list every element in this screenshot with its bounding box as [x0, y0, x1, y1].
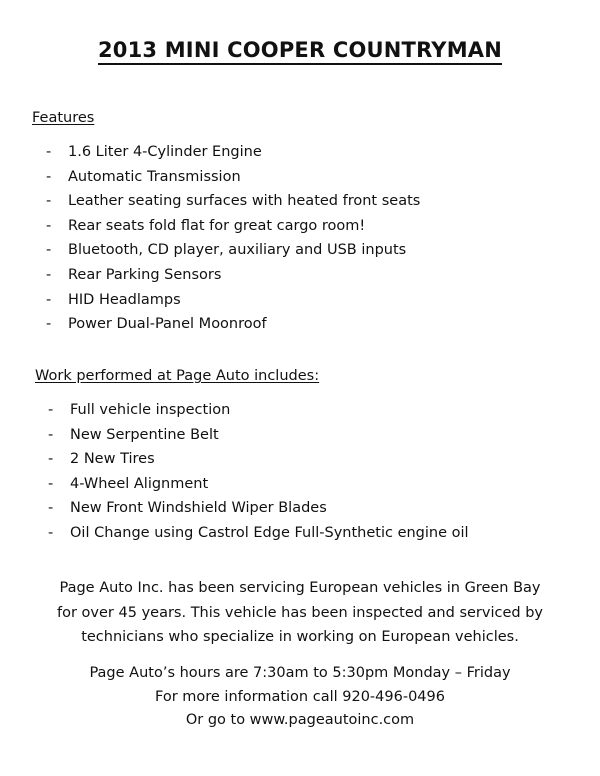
- bullet-dash: -: [48, 475, 54, 492]
- about-paragraph: [30, 576, 570, 650]
- bullet-dash: -: [48, 402, 54, 418]
- list-item: [46, 165, 420, 190]
- features-list: [46, 140, 421, 337]
- list-item-text: Rear seats fold flat for great cargo room!: [68, 217, 366, 234]
- features-heading: Features: [32, 110, 95, 126]
- list-item-text: Automatic Transmission: [68, 168, 241, 185]
- bullet-dash: -: [46, 144, 52, 160]
- bullet-dash: -: [46, 242, 52, 259]
- list-item: [46, 238, 420, 263]
- list-item-text: HID Headlamps: [68, 291, 181, 308]
- list-item-text: 4-Wheel Alignment: [70, 475, 209, 492]
- list-item-text: 2 New Tires: [70, 451, 155, 468]
- bullet-dash: -: [46, 266, 52, 283]
- list-item: [46, 288, 420, 313]
- list-item-text: Bluetooth, CD player, auxiliary and USB inputs: [68, 242, 407, 259]
- contact-block: [30, 662, 570, 733]
- list-item-text: Full vehicle inspection: [70, 402, 231, 418]
- page-title: [0, 38, 600, 62]
- work-performed-heading: Work performed at Page Auto includes:: [35, 368, 320, 384]
- bullet-dash: -: [46, 217, 52, 234]
- list-item: [48, 398, 469, 423]
- list-item: [46, 214, 420, 239]
- bullet-dash: -: [48, 426, 54, 443]
- list-item: [48, 472, 469, 497]
- list-item-text: Oil Change using Castrol Edge Full-Synthetic engine oil: [70, 524, 469, 541]
- list-item: [46, 189, 421, 214]
- bullet-dash: -: [46, 291, 52, 308]
- website-line: Or go to www.pageautoinc.com: [185, 712, 415, 728]
- list-item: [46, 140, 420, 165]
- list-item-text: New Front Windshield Wiper Blades: [70, 500, 327, 517]
- bullet-dash: -: [48, 500, 54, 517]
- list-item-text: 1.6 Liter 4-Cylinder Engine: [68, 144, 262, 160]
- list-item: [46, 263, 420, 288]
- hours-line: Page Auto’s hours are 7:30am to 5:30pm Monday – Friday: [89, 665, 511, 681]
- list-item-text: Rear Parking Sensors: [68, 266, 222, 283]
- bullet-dash: -: [46, 168, 52, 185]
- list-item-text: Leather seating surfaces with heated front seats: [68, 193, 421, 210]
- bullet-dash: -: [48, 451, 54, 468]
- bullet-dash: -: [48, 524, 54, 541]
- about-line: technicians who specialize in working on European vehicles.: [81, 629, 519, 645]
- list-item: [48, 496, 469, 521]
- about-line: for over 45 years. This vehicle has been inspected and serviced by: [57, 604, 543, 621]
- bullet-dash: -: [46, 316, 52, 333]
- list-item-text: Power Dual-Panel Moonroof: [68, 316, 267, 333]
- list-item-text: New Serpentine Belt: [70, 426, 219, 443]
- phone-line: For more information call 920-496-0496: [155, 688, 445, 705]
- list-item: [48, 447, 469, 472]
- list-item: [46, 312, 420, 337]
- list-item: [48, 423, 469, 448]
- bullet-dash: -: [46, 193, 52, 210]
- list-item: [48, 521, 469, 546]
- work-performed-list: [48, 398, 469, 546]
- page-title-text: 2013 MINI COOPER COUNTRYMAN: [98, 38, 502, 65]
- about-line: Page Auto Inc. has been servicing European vehicles in Green Bay: [59, 580, 541, 596]
